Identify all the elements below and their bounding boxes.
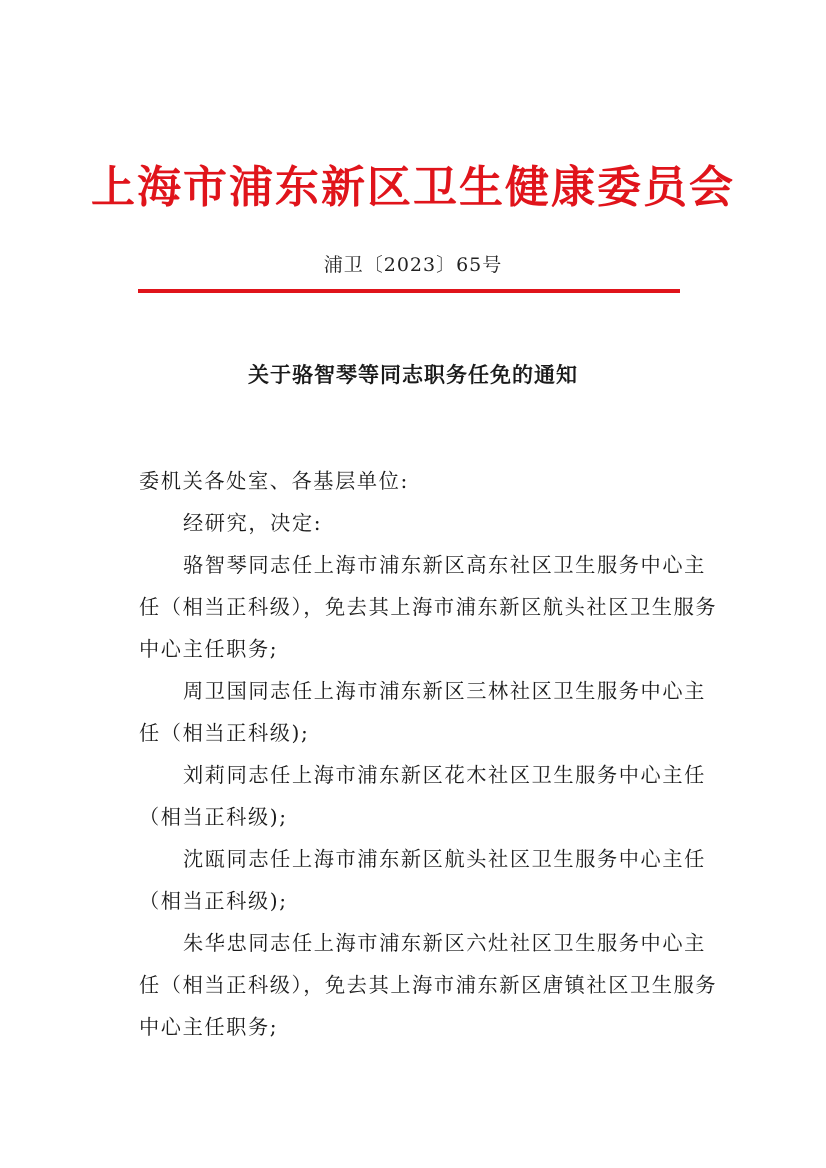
appointment-item: 骆智琴同志任上海市浦东新区高东社区卫生服务中心主任（相当正科级），免去其上海市浦东新区航头社区卫生服务中心主任职务; [139,553,718,661]
recipients-line: 委机关各处室、各基层单位: [139,469,409,493]
document-number: 浦卫〔2023〕65号 [323,254,503,276]
notice-body [139,460,719,1048]
red-divider [138,289,680,293]
appointment-item: 沈瓯同志任上海市浦东新区航头社区卫生服务中心主任（相当正科级); [139,847,706,913]
agency-header: 上海市浦东新区卫生健康委员会 [91,162,735,213]
notice-title: 关于骆智琴等同志职务任免的通知 [248,362,578,387]
appointment-item: 刘莉同志任上海市浦东新区花木社区卫生服务中心主任（相当正科级); [139,763,706,829]
appointment-item: 朱华忠同志任上海市浦东新区六灶社区卫生服务中心主任（相当正科级），免去其上海市浦东新区唐镇社区卫生服务中心主任职务; [139,931,718,1039]
appointment-item: 周卫国同志任上海市浦东新区三林社区卫生服务中心主任（相当正科级); [139,679,706,745]
intro-line: 经研究，决定: [183,511,323,535]
